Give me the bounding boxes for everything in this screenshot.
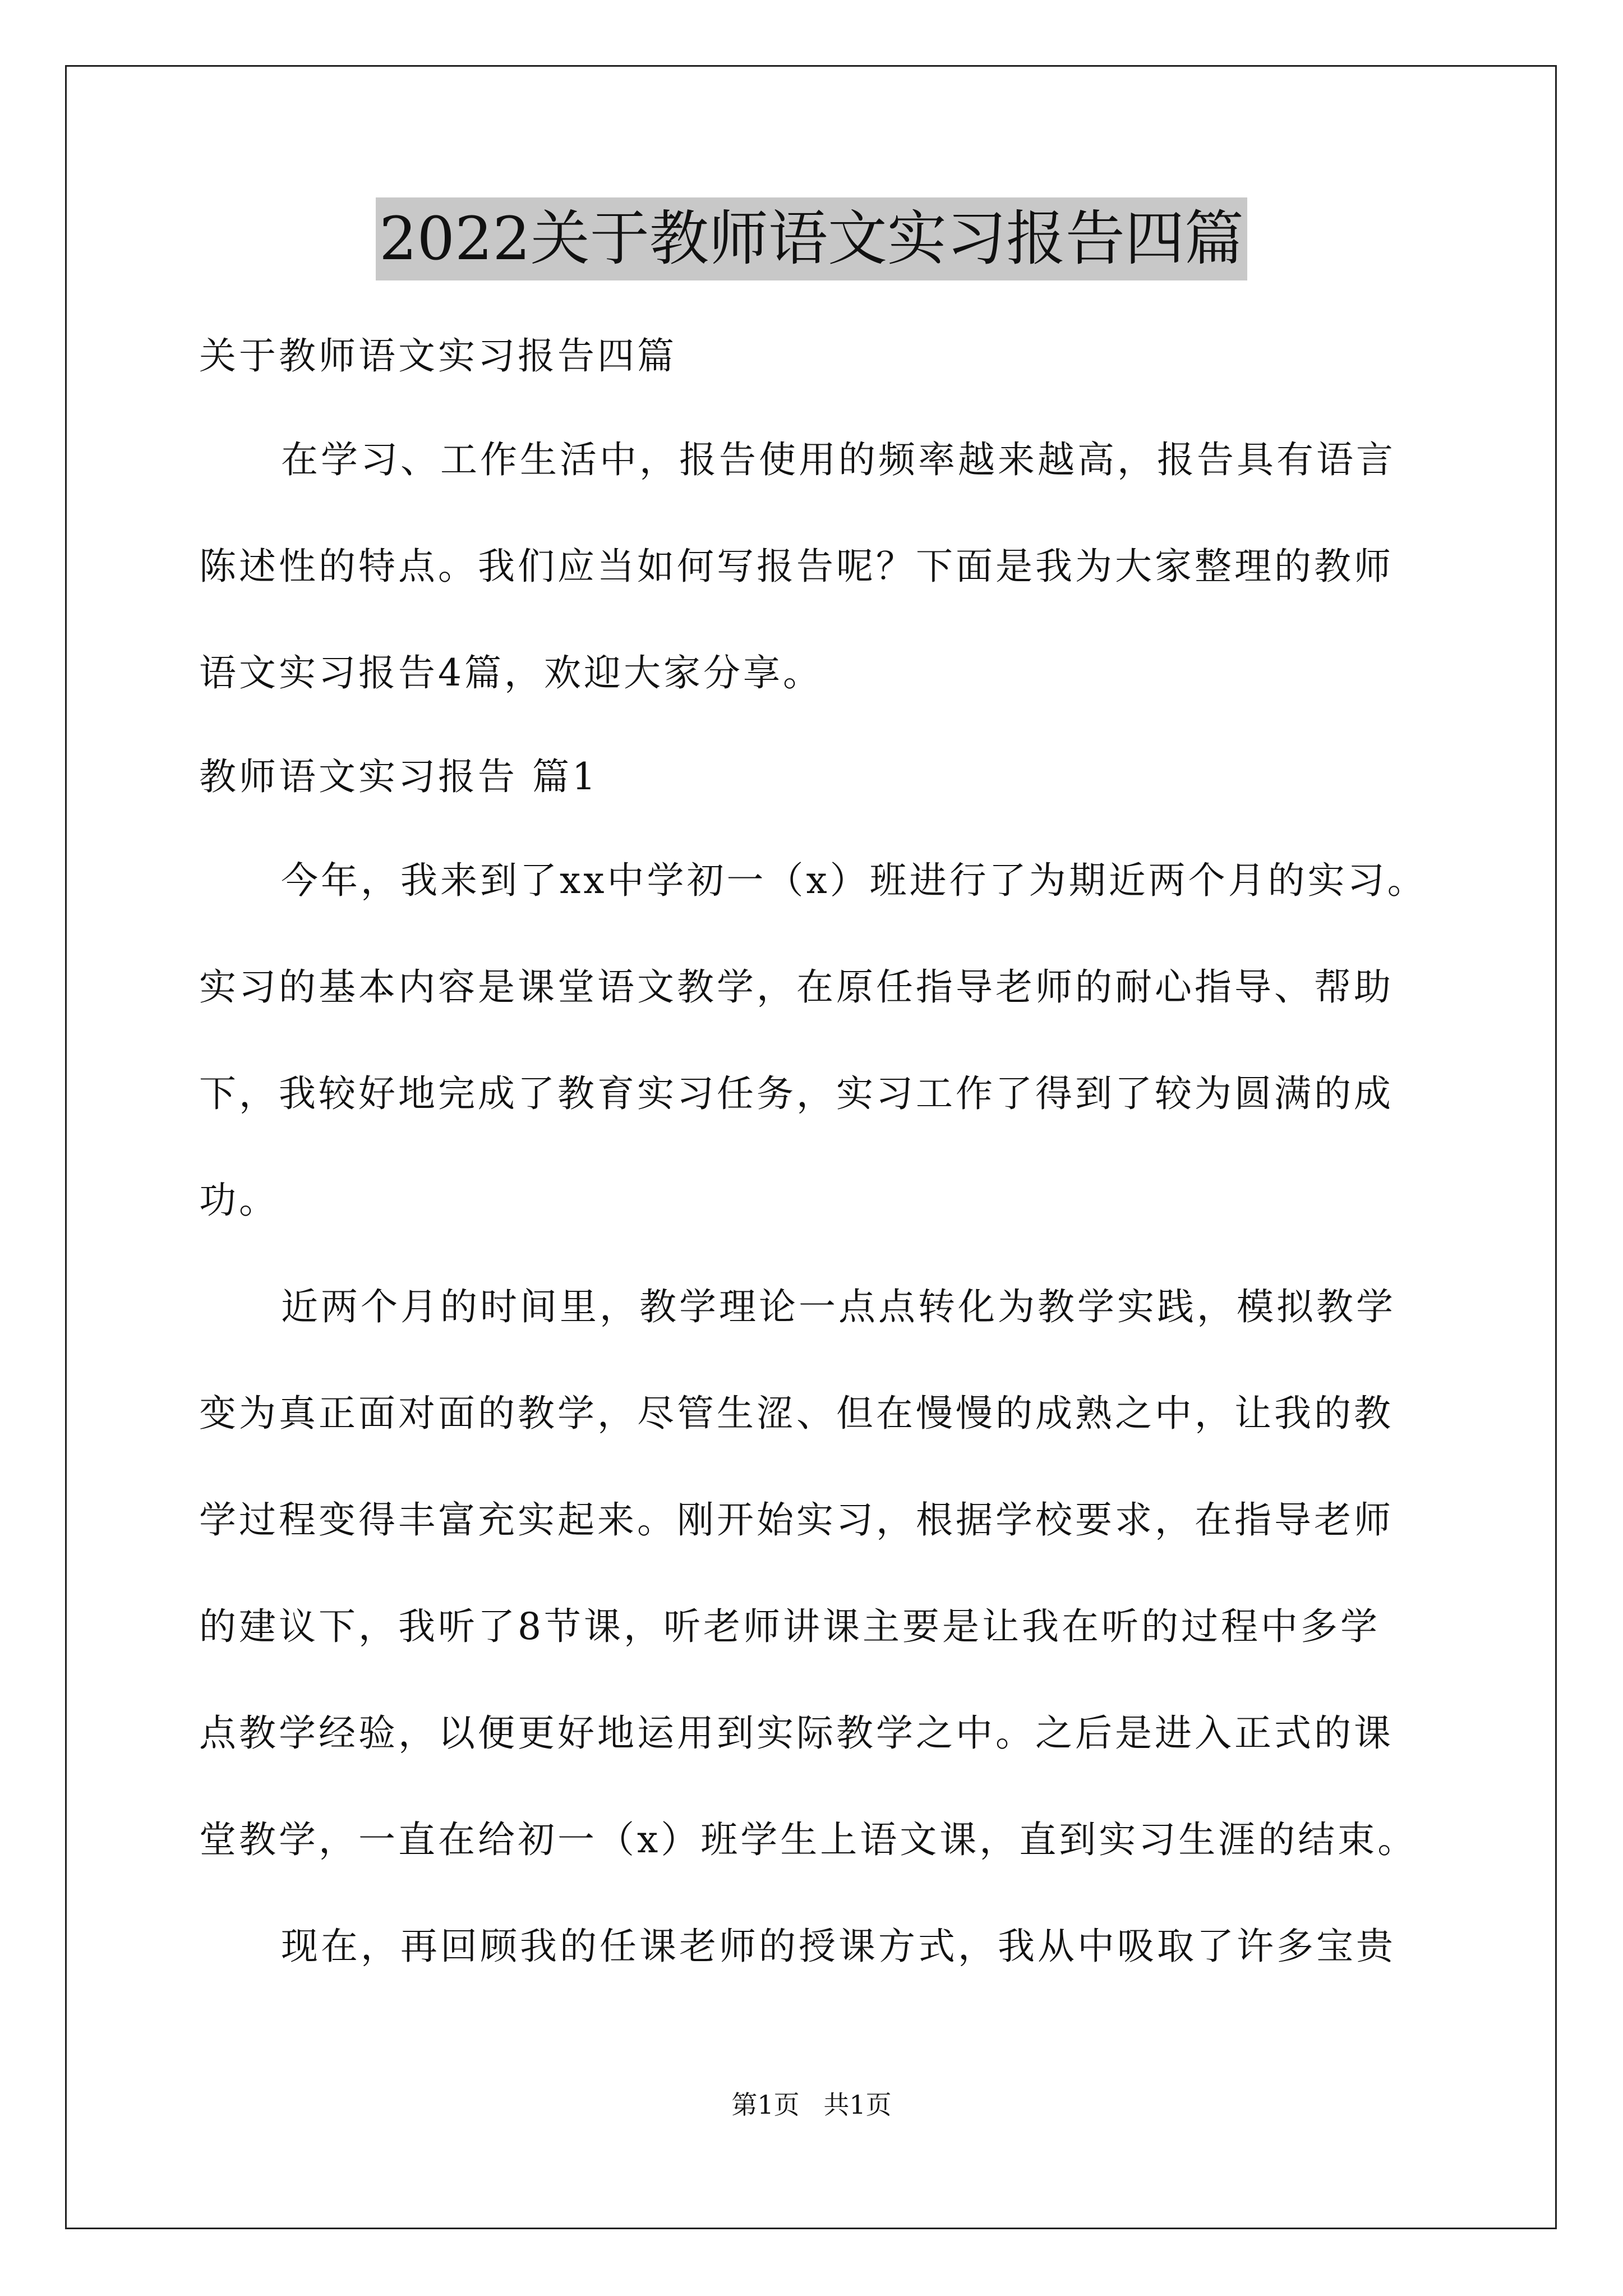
paragraph-line: 的建议下，我听了8节课，听老师讲课主要是让我在听的过程中多学	[199, 1605, 1380, 1648]
paragraph-line: 学过程变得丰富充实起来。刚开始实习，根据学校要求，在指导老师	[199, 1498, 1394, 1542]
document-title: 2022关于教师语文实习报告四篇	[376, 197, 1247, 280]
paragraph-line: 陈述性的特点。我们应当如何写报告呢？下面是我为大家整理的教师	[199, 545, 1394, 588]
page-footer	[0, 2088, 1623, 2122]
paragraph-line: 堂教学，一直在给初一（x）班学生上语文课，直到实习生涯的结束。	[199, 1818, 1418, 1861]
paragraph-line: 近两个月的时间里，教学理论一点点转化为教学实践，模拟教学	[281, 1285, 1396, 1328]
document-body	[199, 306, 1427, 2000]
paragraph-line: 点教学经验，以便更好地运用到实际教学之中。之后是进入正式的课	[199, 1711, 1394, 1755]
paragraph-line: 下，我较好地完成了教育实习任务，实习工作了得到了较为圆满的成	[199, 1072, 1394, 1115]
paragraph-line: 变为真正面对面的教学，尽管生涩、但在慢慢的成熟之中，让我的教	[199, 1392, 1394, 1435]
paragraph-line: 今年，我来到了xx中学初一（x）班进行了为期近两个月的实习。	[281, 859, 1427, 902]
subtitle-line: 关于教师语文实习报告四篇	[199, 334, 677, 378]
paragraph-line: 在学习、工作生活中，报告使用的频率越来越高，报告具有语言	[281, 438, 1396, 481]
paragraph-line: 语文实习报告4篇，欢迎大家分享。	[199, 651, 823, 694]
section-heading: 教师语文实习报告 篇1	[199, 755, 598, 798]
paragraph-line: 功。	[199, 1179, 279, 1222]
page-total: 共1页	[823, 2090, 892, 2120]
paragraph-line: 实习的基本内容是课堂语文教学，在原任指导老师的耐心指导、帮助	[199, 965, 1394, 1009]
page-number: 第1页	[731, 2090, 800, 2120]
paragraph-line: 现在，再回顾我的任课老师的授课方式，我从中吸取了许多宝贵	[281, 1925, 1396, 1968]
title-container	[0, 197, 1623, 280]
